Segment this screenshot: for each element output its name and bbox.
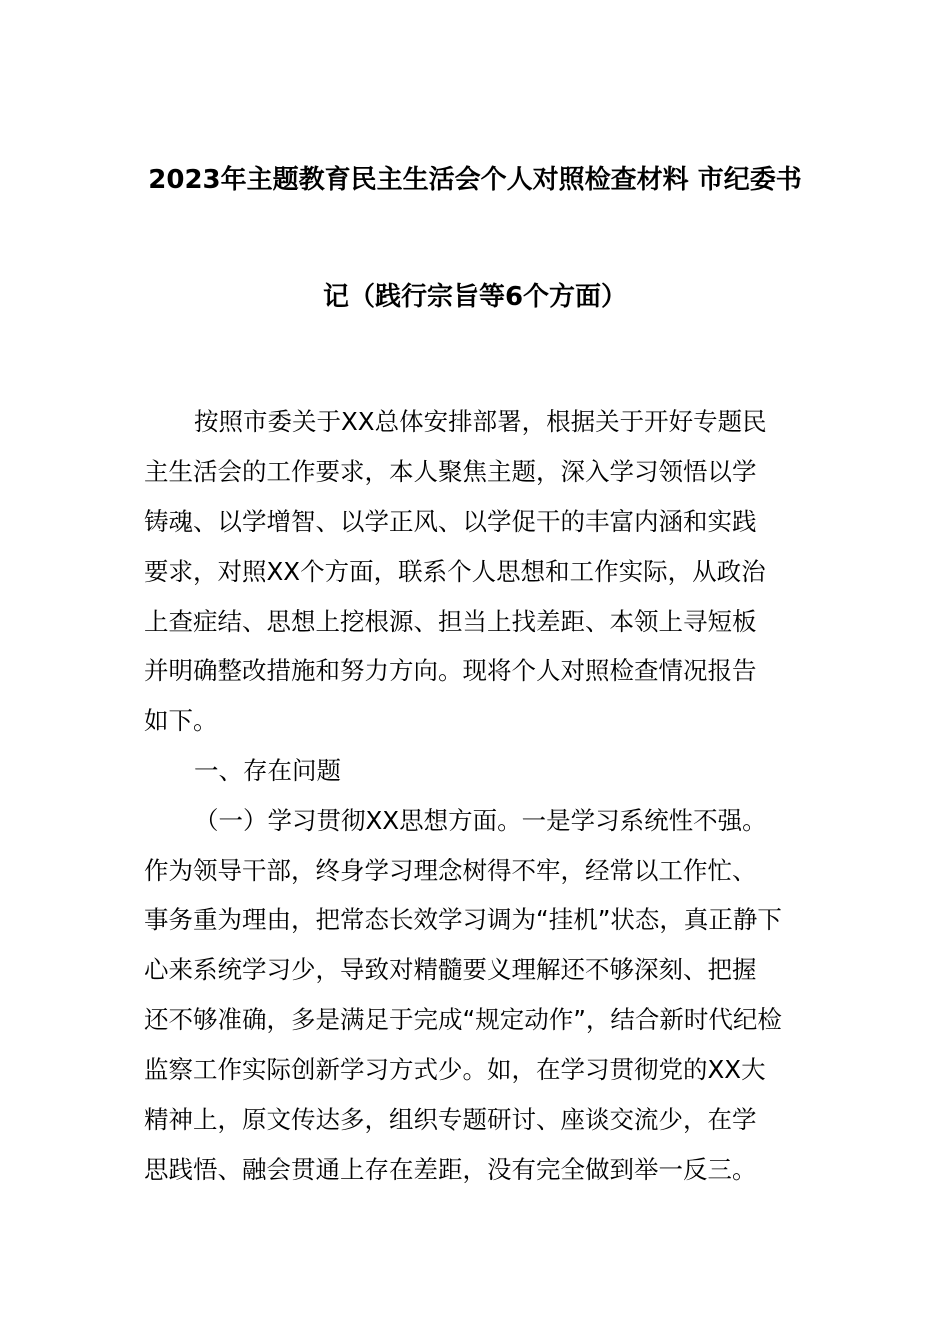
body-line: 还不够准确，多是满足于完成“规定动作”，结合新时代纪检 <box>144 1005 782 1034</box>
body-line: 如下。 <box>144 706 218 735</box>
document-title-line-1: 2023年主题教育民主生活会个人对照检查材料 市纪委书 <box>148 165 802 195</box>
body-line: 事务重为理由，把常态长效学习调为“挂机”状态，真正静下 <box>144 905 782 934</box>
body-line: 心来系统学习少，导致对精髓要义理解还不够深刻、把握 <box>144 955 757 984</box>
body-line: 思践悟、融会贯通上存在差距，没有完全做到举一反三。 <box>144 1155 757 1184</box>
body-line: 监察工作实际创新学习方式少。如，在学习贯彻党的XX大 <box>144 1055 766 1084</box>
body-line: 并明确整改措施和努力方向。现将个人对照检查情况报告 <box>144 656 757 685</box>
body-line: 要求，对照XX个方面，联系个人思想和工作实际，从政治 <box>144 557 766 586</box>
body-line: 按照市委关于XX总体安排部署，根据关于开好专题民 <box>194 407 767 436</box>
body-line: 上查症结、思想上挖根源、担当上找差距、本领上寻短板 <box>144 607 757 636</box>
body-line: 精神上，原文传达多，组织专题研讨、座谈交流少，在学 <box>144 1105 757 1134</box>
body-line: 作为领导干部，终身学习理念树得不牢，经常以工作忙、 <box>144 856 757 885</box>
document-title-line-2: 记（践行宗旨等6个方面） <box>322 282 628 312</box>
body-line: 主生活会的工作要求，本人聚焦主题，深入学习领悟以学 <box>144 457 757 486</box>
section-heading: 一、存在问题 <box>194 756 341 785</box>
body-line: 铸魂、以学增智、以学正风、以学促干的丰富内涵和实践 <box>144 507 757 536</box>
body-line: （一）学习贯彻XX思想方面。一是学习系统性不强。 <box>194 806 767 835</box>
